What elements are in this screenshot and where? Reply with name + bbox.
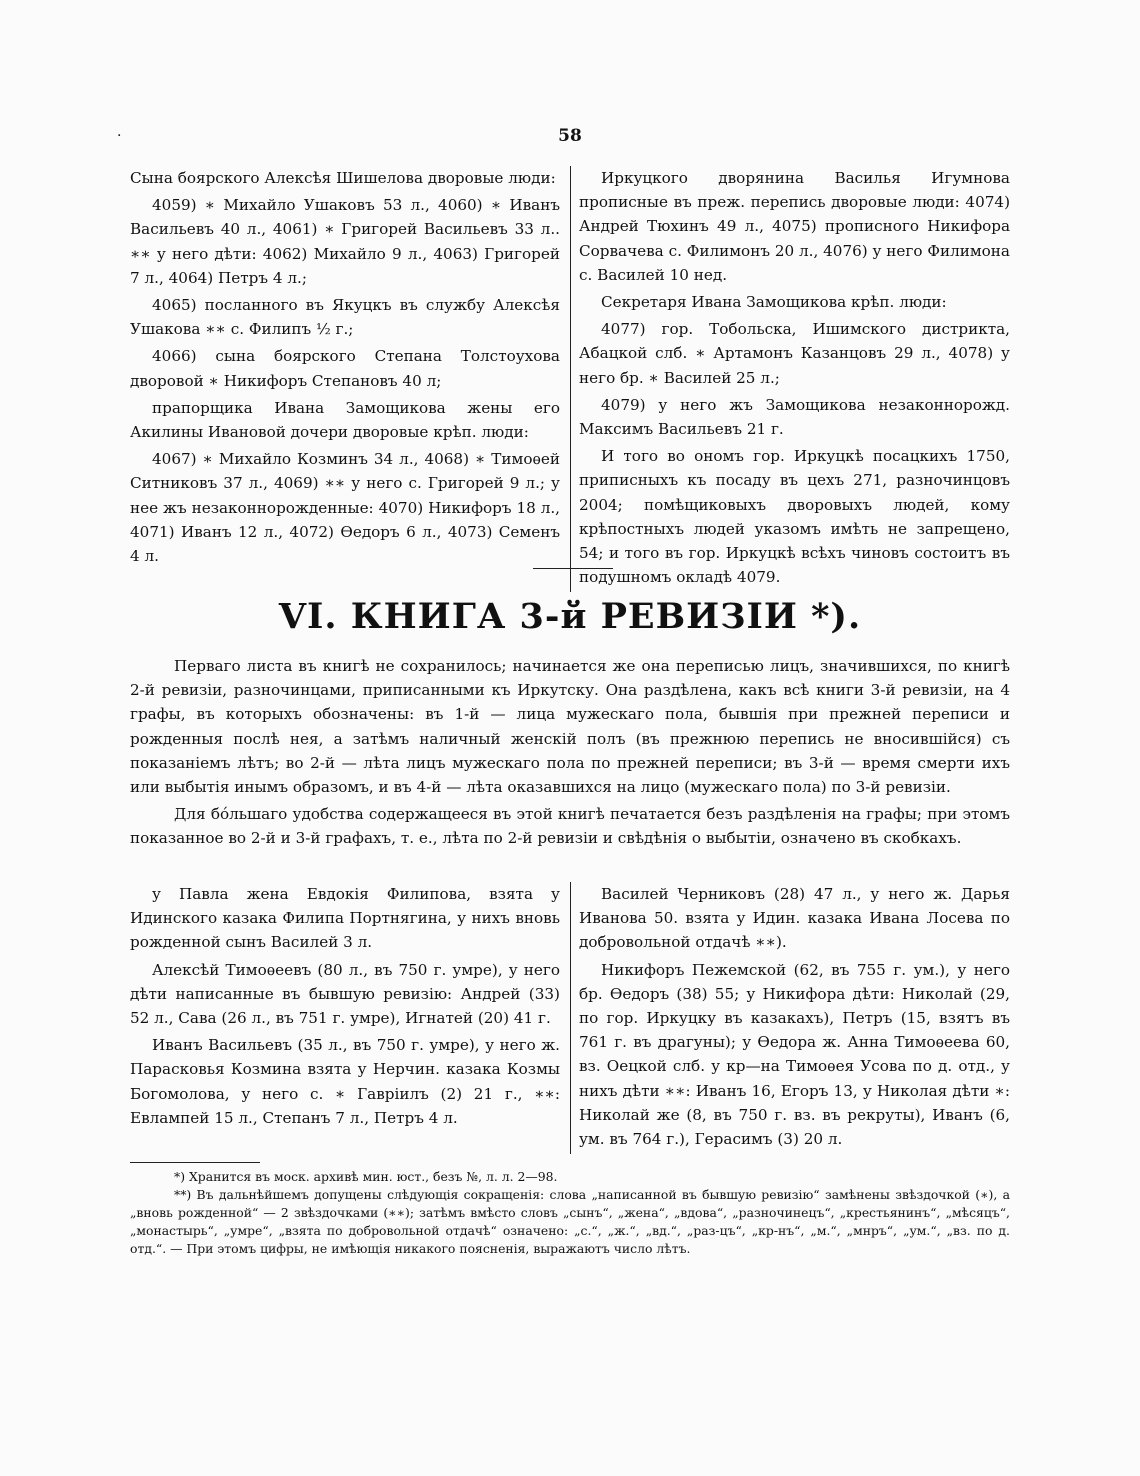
paragraph: Сына боярского Алексѣя Шишелова дворовые люди: <box>130 169 556 187</box>
body-left-column <box>130 882 570 1154</box>
paragraph: 4077) гор. Тобольска, Ишимского дистрикта, Абацкой слб. ∗ Артамонъ Казанцовъ 29 л., 4078) у него бр. ∗ Василей 25 л.; <box>579 320 1010 387</box>
section-heading: VI. КНИГА 3-й РЕВИЗІИ *). <box>278 596 862 637</box>
top-left-column <box>130 166 570 592</box>
paragraph: Иванъ Васильевъ (35 л., въ 750 г. умре), у него ж. Парасковья Козмина взята у Нерчин. казака Козмы Богомолова, у него с. ∗ Гавріилъ (2) 21 г., ∗∗: Евлампей 15 л., Степанъ 7 л., Петръ 4 л. <box>130 1036 560 1127</box>
page-number: 58 <box>558 126 582 146</box>
section-divider <box>533 568 613 569</box>
paragraph: 4067) ∗ Михайло Козминъ 34 л., 4068) ∗ Тимоѳей Ситниковъ 37 л., 4069) ∗∗ у него с. Григорей 9 л.; у нее жъ незаконнорожденные: 4070) Никифоръ 18 л., 4071) Иванъ 12 л., 4072) Ѳедоръ 6 л., 4073) Семенъ 4 л. <box>130 450 560 566</box>
paragraph: Иркуцкого дворянина Василья Игумнова прописные въ преж. перепись дворовые люди: 4074) Андрей Тюхинъ 49 л., 4075) прописного Никифора Сорвачева с. Филимонъ 20 л., 4076) у него Филимона с. Василей 10 нед. <box>579 169 1010 284</box>
footnote: *) Хранится въ моск. архивѣ мин. юст., безъ №, л. л. 2—98. <box>174 1169 558 1184</box>
paragraph: 4066) сына боярского Степана Толстоухова дворовой ∗ Никифоръ Степановъ 40 л; <box>130 347 560 390</box>
paragraph: прапорщика Ивана Замощикова жены его Акилины Ивановой дочери дворовые крѣп. люди: <box>130 398 560 442</box>
footnotes <box>130 1168 1010 1258</box>
paragraph: Алексѣй Тимоѳеевъ (80 л., въ 750 г. умре), у него дѣти написанные въ бывшую ревизію: Андрей (33) 52 л., Сава (26 л., въ 751 г. умре), Игнатей (20) 41 г. <box>130 960 560 1028</box>
paragraph: 4059) ∗ Михайло Ушаковъ 53 л., 4060) ∗ Иванъ Васильевъ 40 л., 4061) ∗ Григорей Васильевъ 33 л.. ∗∗ у него дѣти: 4062) Михайло 9 л., 4063) Григорей 7 л., 4064) Петръ 4 л.; <box>130 196 560 287</box>
paragraph: 4079) у него жъ Замощикова незаконнорожд. Максимъ Васильевъ 21 г. <box>579 395 1010 439</box>
body-right-column <box>570 882 1010 1154</box>
paragraph: Секретаря Ивана Замощикова крѣп. люди: <box>601 293 947 312</box>
paragraph: И того во ономъ гор. Иркуцкѣ посацкихъ 1750, приписныхъ къ посаду въ цехъ 271, разночинцовъ 2004; помѣщиковыхъ дворовыхъ людей, кому крѣпостныхъ людей указомъ имѣть не запрещено, 54; и того въ гор. Иркуцкѣ всѣхъ чиновъ состоитъ въ подушномъ окладѣ 4079. <box>579 447 1010 587</box>
paragraph: Василей Черниковъ (28) 47 л., у него ж. Дарья Иванова 50. взята у Идин. казака Ивана Лосева по добровольной отдачѣ ∗∗). <box>579 885 1010 952</box>
paragraph: 4065) посланного въ Якуцкъ въ службу Алексѣя Ушакова ∗∗ с. Филипъ ½ г.; <box>130 296 560 339</box>
paragraph: у Павла жена Евдокія Филипова, взята у Идинского казака Филипа Портнягина, у нихъ вновь рожденной сынъ Василей 3 л. <box>130 885 560 952</box>
body-two-column-section <box>130 882 1010 1154</box>
footnote: **) Въ дальнѣйшемъ допущены слѣдующія сокращенія: слова „написанной въ бывшую ревизію“ замѣнены звѣздочкой (∗), а „вновь рожденной“ — 2 звѣздочками (∗∗); затѣмъ вмѣсто словъ „сынъ“, „жена“, „вдова“, „разночинецъ“, „крестьянинъ“, „мѣсяцъ“, „монастырь“, „умре“, „взята по добровольной отдачѣ“ означено: „с.“, „ж.“, „вд.“, „раз-цъ“, „кр-нъ“, „м.“, „мнръ“, „ум.“, „вз. по д. отд.“. — При этомъ цифры, не имѣющія никакого поясненія, выражаютъ число лѣтъ. <box>130 1187 1010 1256</box>
top-two-column-section <box>130 166 1010 592</box>
paragraph: Никифоръ Пежемской (62, въ 755 г. ум.), у него бр. Ѳедоръ (38) 55; у Никифора дѣти: Николай (29, по гор. Иркуцку въ казакахъ), Петръ (15, взятъ въ 761 г. въ драгуны); у Ѳедора ж. Анна Тимоѳеева 60, вз. Оецкой слб. у кр—на Тимоѳея Усова по д. отд., у нихъ дѣти ∗∗: Иванъ 16, Егоръ 13, у Николая дѣти ∗: Николай же (8, въ 750 г. вз. въ рекруты), Иванъ (6, ум. въ 764 г.), Герасимъ (3) 20 л. <box>579 960 1010 1149</box>
intro-paragraph: Перваго листа въ книгѣ не сохранилось; начинается же она переписью лицъ, значившихся, по книгѣ 2-й ревизіи, разночинцами, приписанными къ Иркутску. Она раздѣлена, какъ всѣ книги 3-й ревизіи, на 4 графы, въ которыхъ обозначены: въ 1-й — лица мужескаго пола, бывшія при прежней переписи и рожденныя послѣ нея, а затѣмъ наличный женскій полъ (въ прежнюю перепись не вносившійся) съ показаніемъ лѣтъ; во 2-й — лѣта лицъ мужескаго пола по прежней переписи; въ 3-й — время смерти ихъ или выбытія инымъ образомъ, и въ 4-й — лѣта оказавшихся на лицо (мужескаго пола) по 3-й ревизіи. <box>130 657 1010 797</box>
intro-paragraph: Для бо́льшаго удобства содержащееся въ этой книгѣ печатается безъ раздѣленія на графы; при этомъ показанное во 2-й и 3-й графахъ, т. е., лѣта по 2-й ревизіи и свѣдѣнія о выбытіи, означено въ скобкахъ. <box>130 805 1010 848</box>
section-intro <box>130 654 1010 854</box>
top-right-column <box>570 166 1010 592</box>
footnote-divider <box>130 1162 260 1163</box>
margin-mark: · <box>117 128 122 144</box>
